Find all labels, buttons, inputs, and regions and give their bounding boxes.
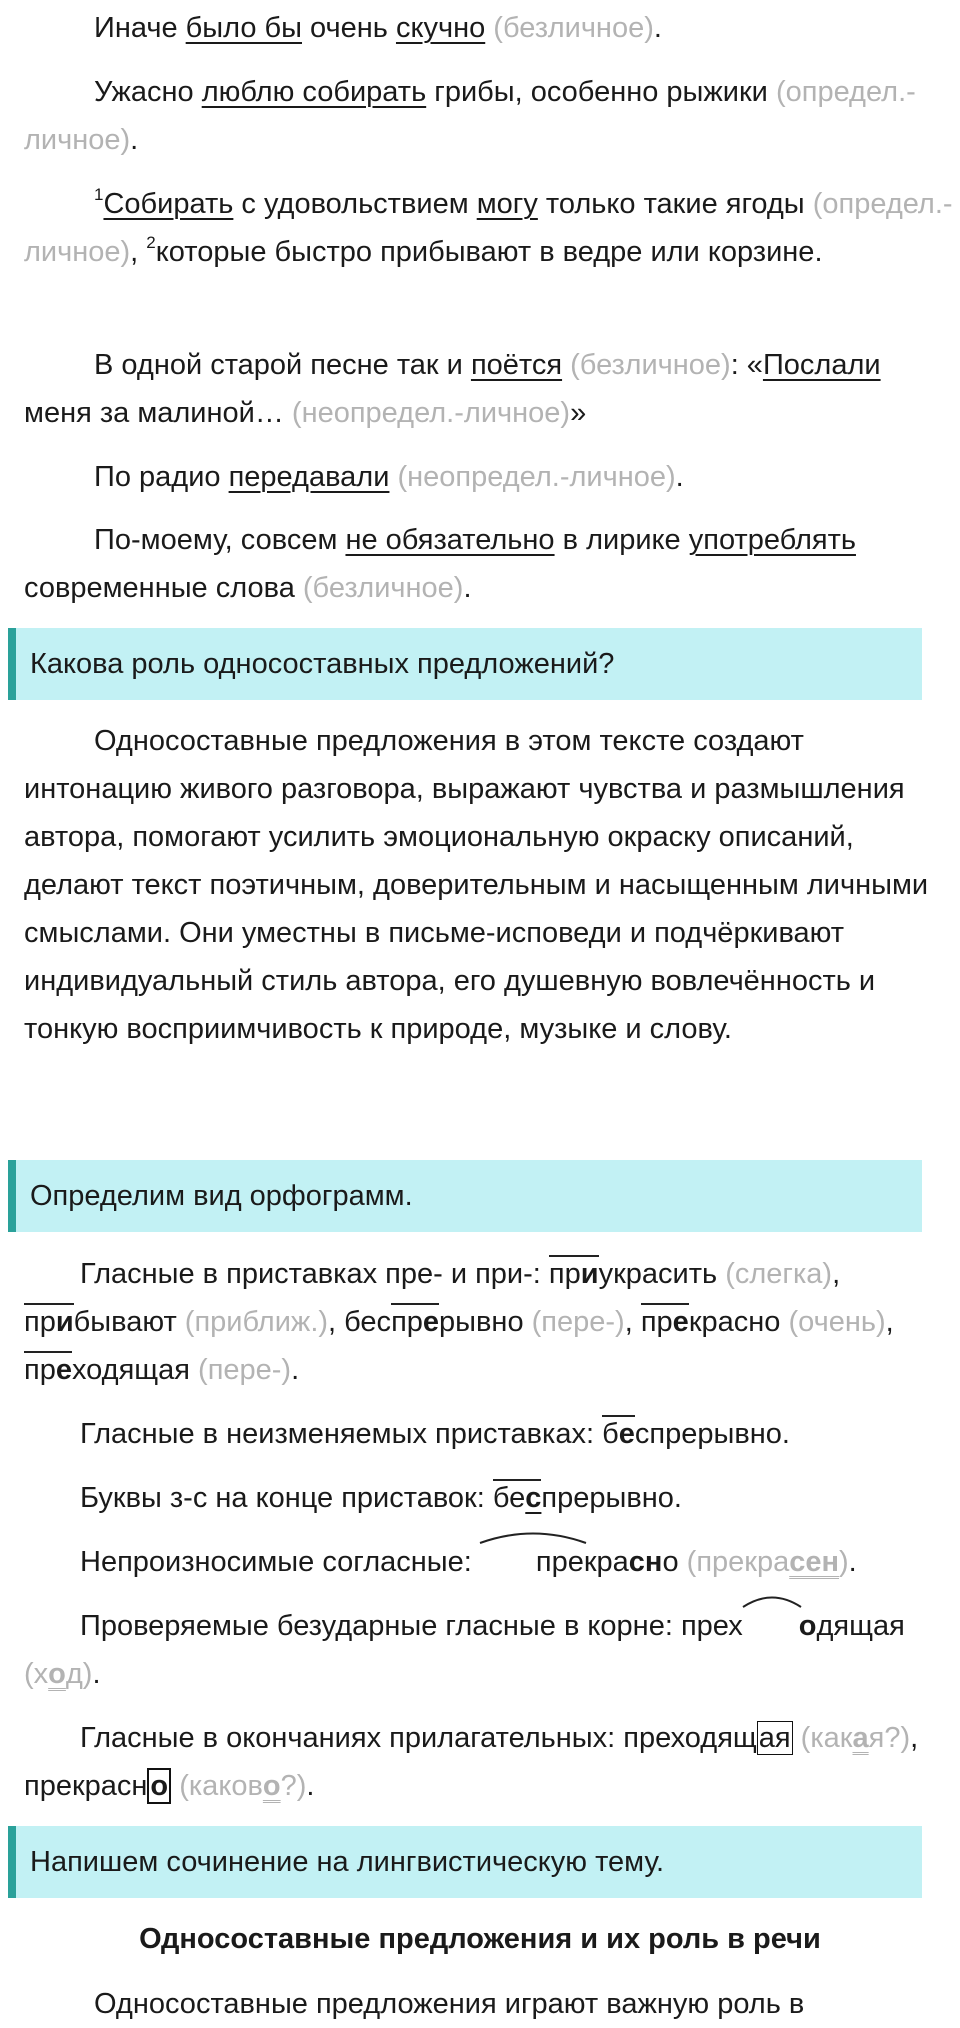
- essay-title: Односоставные предложения и их роль в речи: [139, 1923, 821, 1955]
- question-banner-1: [8, 628, 922, 700]
- orthogram-z-s-prefix: Буквы з-с на конце приставок: беспрерывно.: [24, 1474, 954, 1522]
- example-line-5: По радио передавали (неопредел.-личное).: [94, 461, 684, 493]
- question-banner-3: [8, 1826, 922, 1898]
- question-text: Напишем сочинение на лингвистическую тему.: [30, 1846, 665, 1878]
- essay-paragraph: Односоставные предложения играют важную роль в: [94, 1988, 805, 2020]
- root-arc-icon: [478, 1530, 588, 1544]
- orthogram-adjective-endings: Гласные в окончаниях прилагательных: преходящая (какая?), прекрасн о (каково?).: [24, 1722, 919, 1802]
- root-arc-icon: [741, 1594, 803, 1608]
- example-line-3: $^1$Собирать с удовольствием могу только такие ягоды (определ.-личное), $^2$которые быстро прибывают в ведре или корзине.: [24, 185, 953, 268]
- example-line-2: Ужасно люблю собирать грибы, особенно рыжики (определ.-личное).: [24, 76, 916, 156]
- orthogram-unchangeable-prefix: Гласные в неизменяемых приставках: беспрерывно.: [24, 1410, 954, 1458]
- example-line-1: Иначе было бы очень скучно (безличное).: [94, 12, 662, 44]
- question-text: Какова роль односоставных предложений?: [30, 648, 615, 680]
- example-line-6: По-моему, совсем не обязательно в лирике употреблять современные слова (безличное).: [24, 524, 856, 604]
- question-text: Определим вид орфограмм.: [30, 1180, 413, 1212]
- orthogram-prefix-pre-pri: Гласные в приставках пре- и при-: приукрасить (слегка), прибывают (приближ.), беспрерывно (пере-), прекрасно (очень), преходящая (пере-).: [24, 1250, 954, 1394]
- orthogram-silent-consonant: Непроизносимые согласные: прекрасно (прекрасен).: [24, 1538, 954, 1586]
- answer-paragraph: Односоставные предложения в этом тексте создают интонацию живого разговора, выражают чувства и размышления автора, помогают усилить эмоциональную окраску описаний, делают текст поэтичным, доверительным и насыщенным личными смыслами. Они уместны в письме-исповеди и подчёркивают индивидуальный стиль автора, его душевную вовлечённость и тонкую восприимчивость к природе, музыке и слову.: [24, 725, 929, 1045]
- example-line-4: В одной старой песне так и поётся (безличное): «Послали меня за малиной… (неопредел.-личное)»: [24, 349, 881, 429]
- question-banner-2: [8, 1160, 922, 1232]
- orthogram-unstressed-vowel: Проверяемые безударные гласные в корне: прех одящая (ход).: [24, 1602, 954, 1698]
